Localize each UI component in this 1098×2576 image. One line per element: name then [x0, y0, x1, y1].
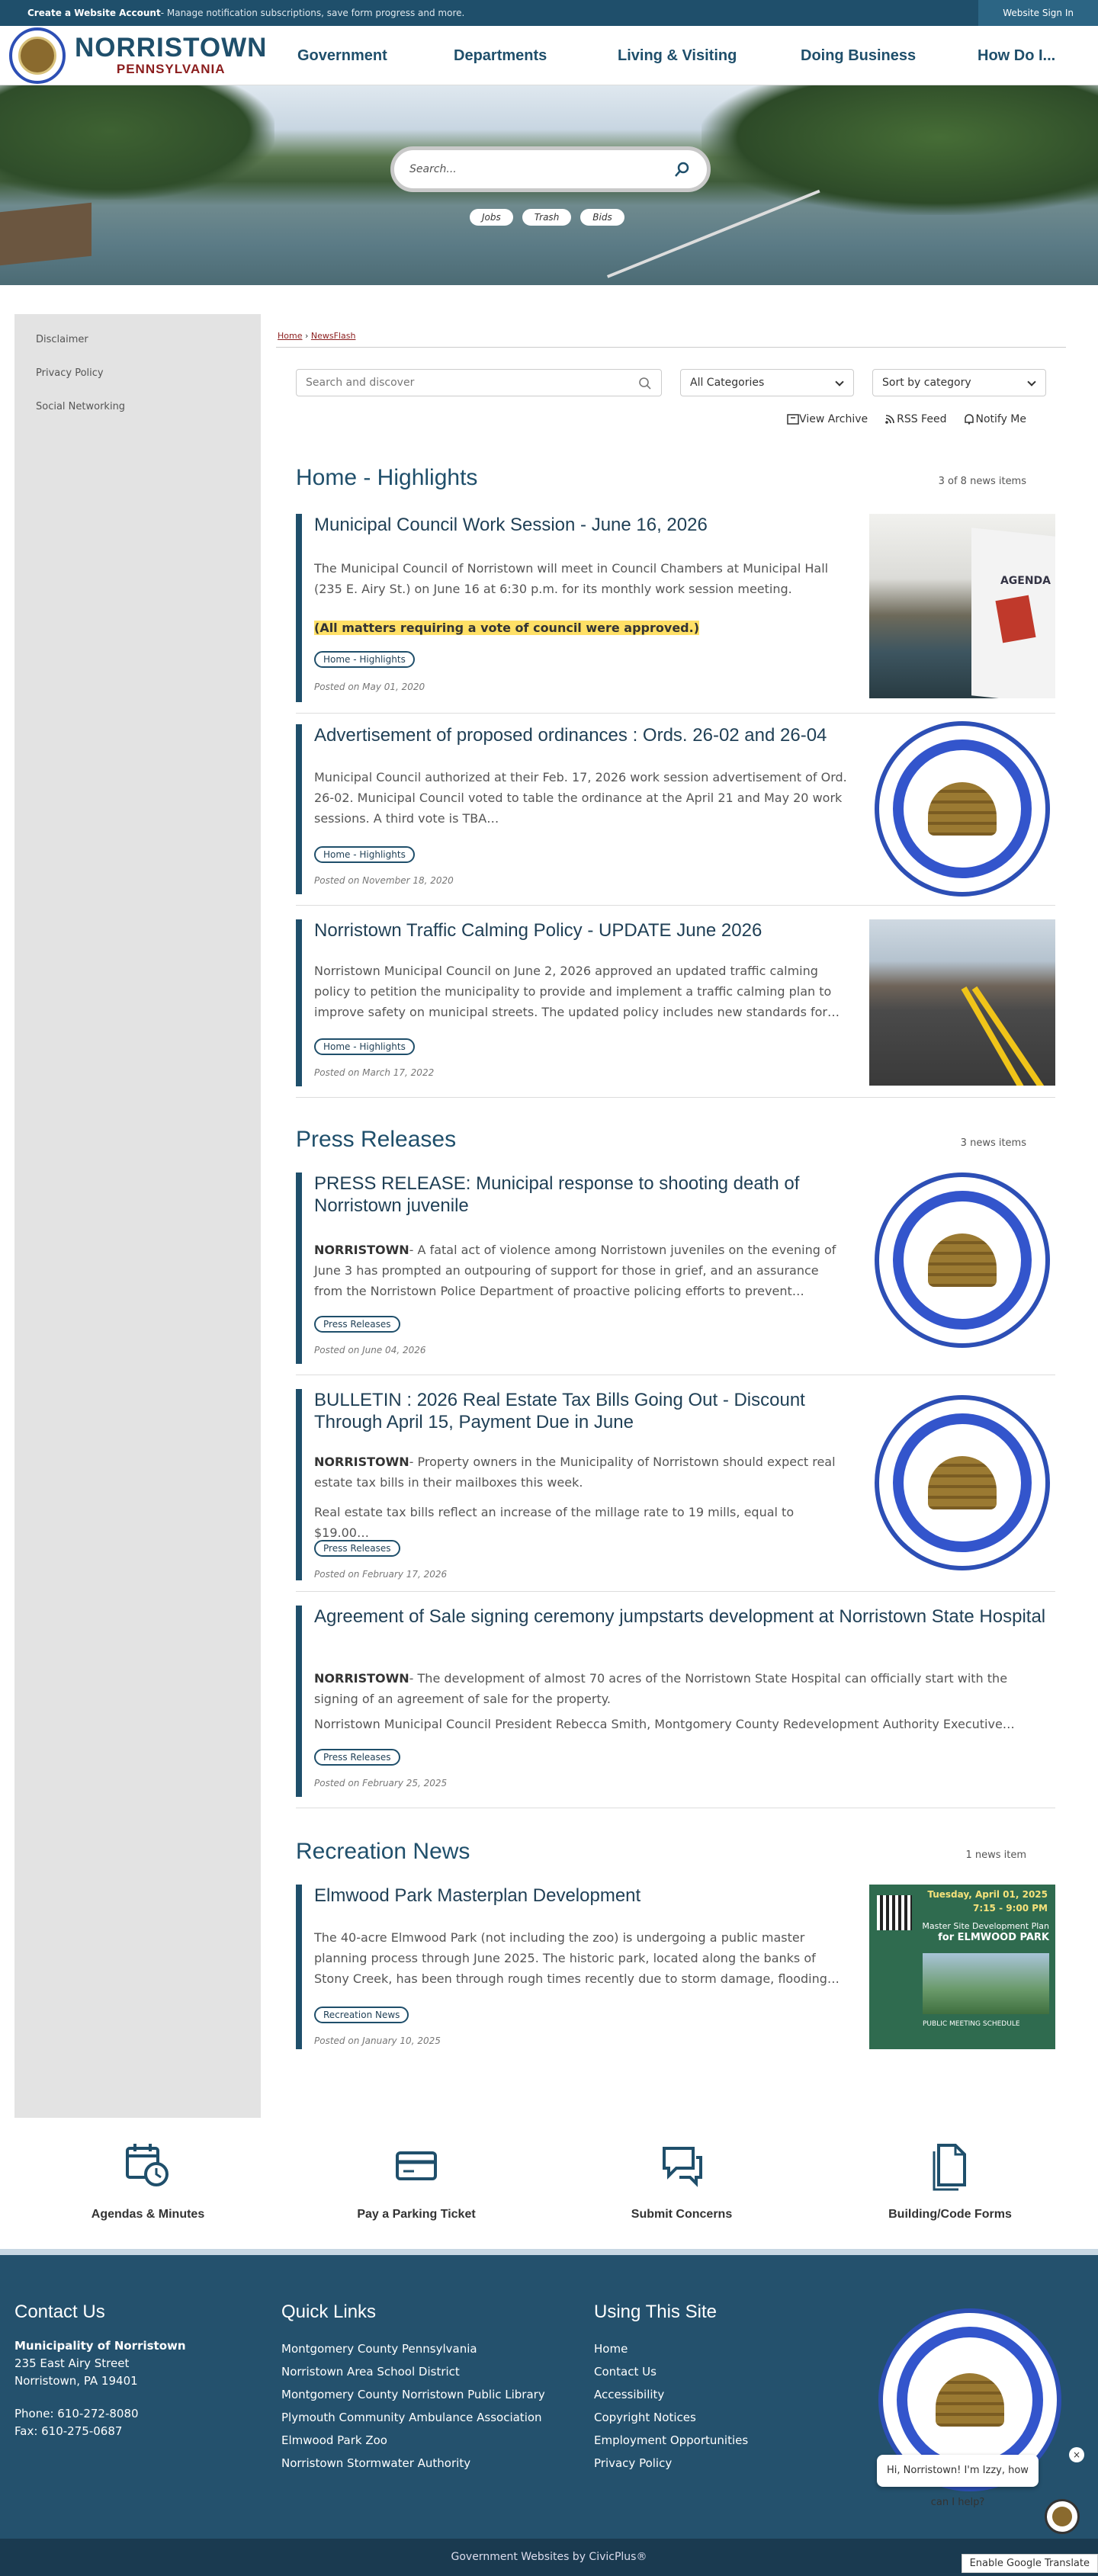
agenda-photo-label: AGENDA: [1000, 575, 1051, 587]
chevron-down-icon: [835, 377, 843, 386]
news-item-accent: [296, 919, 302, 1086]
section-count-press: 3 news items: [960, 1137, 1026, 1149]
quicklink-forms-label: Building/Code Forms: [888, 2208, 1012, 2221]
news-item-category-tag[interactable]: Home - Highlights: [314, 1038, 415, 1055]
rss-icon: [884, 414, 897, 425]
section-count-recreation: 1 news item: [965, 1849, 1026, 1861]
quicklink-parking-label: Pay a Parking Ticket: [357, 2208, 476, 2221]
news-item-summary-2: Real estate tax bills reflect an increase of the millage rate to 19 mills, equal to $19.00…: [314, 1505, 795, 1540]
popular-search-jobs[interactable]: Jobs: [470, 209, 513, 226]
news-item-summary: The Municipal Council of Norristown will meet in Council Chambers at Municipal Hall (235 E. Airy St.) on June 16 at 6:30 p.m. for its monthly work session meeting.: [314, 561, 829, 596]
news-tools: [770, 413, 1026, 425]
news-search-input[interactable]: [296, 369, 662, 396]
news-item-summary: The 40-acre Elmwood Park (not including the zoo) is undergoing a public master planning process through June 2025. The historic park, located along the banks of Stony Creek, has been through rough times recently due to storm damage, flooding…: [314, 1930, 840, 1986]
close-icon[interactable]: ×: [1069, 2447, 1084, 2462]
credit-card-icon: [390, 2139, 443, 2193]
flyer-park-photo: [923, 1953, 1049, 2014]
popular-search-trash[interactable]: Trash: [522, 209, 572, 226]
news-item-category-tag[interactable]: Home - Highlights: [314, 846, 415, 863]
news-item-accent: [296, 1389, 302, 1580]
news-item-accent: [296, 724, 302, 894]
news-item-title[interactable]: Municipal Council Work Session - June 16, 2026: [314, 515, 708, 535]
qr-code-icon: [877, 1895, 912, 1930]
sidebar-item-social-networking[interactable]: Social Networking: [36, 401, 126, 412]
archive-icon: [787, 414, 799, 425]
news-item-accent: [296, 1606, 302, 1797]
news-item-summary: Municipal Council authorized at their Feb. 17, 2026 work session advertisement of Ord. 26-02. Municipal Council voted to table the ordinance at the April 21 and May 20 work sessions. A third vote is TBA…: [314, 770, 847, 826]
footer-using-site: [594, 2301, 748, 2475]
news-item: [296, 1389, 1055, 1592]
news-item-category-tag[interactable]: Press Releases: [314, 1316, 400, 1333]
document-icon: [923, 2139, 977, 2193]
news-item-date: Posted on November 18, 2020: [314, 875, 454, 886]
account-banner: [0, 0, 1098, 26]
municipal-seal-image[interactable]: [875, 1173, 1050, 1348]
chat-bubble[interactable]: Hi, Norristown! I'm Izzy, how can I help?: [877, 2455, 1039, 2487]
footer-link[interactable]: Employment Opportunities: [594, 2433, 749, 2447]
flyer-line2: for ELMWOOD PARK: [938, 1932, 1049, 1943]
logo-title: NORRISTOWN: [75, 32, 268, 63]
hero-banner: [0, 85, 1098, 285]
news-item: [296, 514, 1055, 714]
footer-link[interactable]: Montgomery County Norristown Public Library: [281, 2388, 545, 2401]
site-logo[interactable]: [9, 27, 267, 84]
hero-dock: [0, 203, 92, 266]
news-item-summary-2: Norristown Municipal Council President Rebecca Smith, Montgomery County Redevelopment Authority Executive…: [314, 1717, 1015, 1731]
news-item: [296, 919, 1055, 1098]
nav-how-do-i[interactable]: How Do I...: [978, 47, 1056, 64]
news-item: [296, 1885, 1055, 2060]
footer-org-name: Municipality of Norristown: [14, 2339, 186, 2353]
nav-living-visiting[interactable]: Living & Visiting: [618, 47, 737, 64]
breadcrumb-current[interactable]: NewsFlash: [310, 331, 356, 341]
sidebar-item-privacy-policy[interactable]: Privacy Policy: [36, 367, 104, 379]
sign-in-button[interactable]: Website Sign In: [978, 0, 1098, 26]
footer-phone[interactable]: Phone: 610-272-8080: [14, 2407, 139, 2420]
news-item-accent: [296, 514, 302, 702]
news-item-title[interactable]: Advertisement of proposed ordinances : Ords. 26-02 and 26-04: [314, 725, 827, 746]
view-archive-link[interactable]: [787, 413, 868, 425]
dateline: NORRISTOWN: [314, 1455, 409, 1469]
quicklink-forms[interactable]: [836, 2139, 1064, 2222]
news-item-date: Posted on February 25, 2025: [314, 1778, 448, 1788]
view-archive-label: View Archive: [799, 413, 868, 425]
account-banner-text: - Manage notification subscriptions, save form progress and more.: [160, 8, 465, 18]
site-search[interactable]: [390, 146, 711, 192]
section-title-recreation: Recreation News: [296, 1839, 470, 1864]
news-item-date: Posted on June 04, 2026: [314, 1345, 426, 1355]
news-item-summary-text: - Property owners in the Municipality of Norristown should expect real estate tax bills in their mailboxes this week.: [314, 1455, 836, 1490]
footer-fax: Fax: 610-275-0687: [14, 2424, 123, 2438]
footer-link[interactable]: Copyright Notices: [594, 2411, 696, 2424]
footer-link[interactable]: Contact Us: [594, 2365, 657, 2379]
breadcrumb-divider: [276, 347, 1066, 348]
category-select-value: All Categories: [690, 377, 765, 389]
council-chambers-photo[interactable]: [869, 514, 1055, 698]
footer-using-site-title: Using This Site: [594, 2302, 717, 2322]
news-item-summary: [314, 1240, 848, 1301]
calendar-clock-icon: [121, 2139, 175, 2193]
news-item-category-tag[interactable]: Press Releases: [314, 1749, 400, 1766]
footer-city: Norristown, PA 19401: [14, 2374, 138, 2388]
news-item: [296, 1606, 1055, 1808]
rss-feed-link[interactable]: [884, 413, 946, 425]
news-item-category-tag[interactable]: Recreation News: [314, 2007, 409, 2023]
main-content: [276, 314, 1074, 2046]
google-translate-button[interactable]: Enable Google Translate: [962, 2554, 1098, 2573]
street-photo[interactable]: [869, 919, 1055, 1086]
dateline: NORRISTOWN: [314, 1671, 409, 1686]
footer-link[interactable]: Plymouth Community Ambulance Association: [281, 2411, 542, 2424]
section-title-highlights: Home - Highlights: [296, 465, 478, 490]
news-item-category-tag[interactable]: Press Releases: [314, 1540, 400, 1557]
footer-quick-links-title: Quick Links: [281, 2302, 377, 2322]
news-item-title[interactable]: Agreement of Sale signing ceremony jumpstarts development at Norristown State Hospital: [314, 1606, 1046, 1627]
quicklink-agendas-label: Agendas & Minutes: [91, 2208, 205, 2221]
news-item-date: Posted on February 17, 2026: [314, 1569, 448, 1580]
municipal-seal-image[interactable]: [875, 721, 1050, 897]
flyer-line3: PUBLIC MEETING SCHEDULE: [923, 2020, 1020, 2028]
news-item-summary: [314, 1452, 848, 1493]
chat-bubbles-icon: [655, 2139, 708, 2193]
news-item-date: Posted on March 17, 2022: [314, 1067, 435, 1078]
hero-trees-right: [702, 85, 1098, 215]
news-item-title[interactable]: Elmwood Park Masterplan Development: [314, 1885, 641, 1906]
elmwood-park-flyer[interactable]: [869, 1885, 1055, 2049]
news-item: [296, 1173, 1055, 1375]
footer-link[interactable]: Privacy Policy: [594, 2456, 673, 2470]
flyer-time: 7:15 - 9:00 PM: [973, 1903, 1048, 1914]
quicklink-agendas[interactable]: [34, 2139, 262, 2222]
news-item-title[interactable]: Norristown Traffic Calming Policy - UPDATE June 2026: [314, 920, 762, 941]
news-item-summary-text: - A fatal act of violence among Norristown juveniles on the evening of June 3 has prompted an outpouring of support for those in grief, and an assurance from the Norristown Police Department of proactive policing efforts to prevent…: [314, 1243, 836, 1298]
news-item-summary: Norristown Municipal Council on June 2, 2026 approved an updated traffic calming policy to petition the municipality to provide and implement a traffic calming plan to improve safety on municipal streets. The updated policy includes new standards for…: [314, 964, 840, 1019]
news-item-title[interactable]: BULLETIN : 2026 Real Estate Tax Bills Going Out - Discount Through April 15, Payment Due in June: [314, 1390, 805, 1432]
breadcrumb-home[interactable]: Home: [278, 331, 303, 341]
rss-feed-label: RSS Feed: [897, 413, 947, 425]
municipal-seal-image[interactable]: [875, 1395, 1050, 1570]
footer-quick-links: [281, 2301, 545, 2475]
site-header: [0, 26, 1098, 85]
footer-link[interactable]: Norristown Area School District: [281, 2365, 460, 2379]
news-item: [296, 724, 1055, 906]
news-item-summary: [314, 1668, 1054, 1709]
sort-select-value: Sort by category: [882, 377, 971, 389]
search-icon[interactable]: [673, 160, 692, 178]
news-item-title[interactable]: PRESS RELEASE: Municipal response to shooting death of Norristown juvenile: [314, 1173, 800, 1216]
news-item-date: Posted on May 01, 2020: [314, 682, 425, 692]
news-item-summary-text: - The development of almost 70 acres of the Norristown State Hospital can officially start with the signing of an agreement of sale for the property.: [314, 1671, 1008, 1706]
section-count-highlights: 3 of 8 news items: [938, 476, 1026, 487]
category-select[interactable]: [680, 369, 854, 396]
news-item-accent: [296, 1885, 302, 2049]
hero-trees-left: [0, 85, 274, 200]
news-filters: [296, 369, 1074, 396]
flyer-line1: Master Site Development Plan: [922, 1921, 1049, 1931]
footer-link[interactable]: Accessibility: [594, 2388, 665, 2401]
section-title-press: Press Releases: [296, 1127, 457, 1152]
popular-search-bids[interactable]: Bids: [580, 209, 624, 226]
footer-link[interactable]: Montgomery County Pennsylvania: [281, 2342, 477, 2356]
footer-link[interactable]: Norristown Stormwater Authority: [281, 2456, 471, 2470]
sort-select[interactable]: [872, 369, 1046, 396]
create-account-link[interactable]: Create a Website Account: [27, 8, 161, 18]
footer-contact-title: Contact Us: [14, 2302, 105, 2322]
search-icon[interactable]: [638, 377, 652, 390]
breadcrumb-separator: ›: [302, 331, 311, 341]
footer-link[interactable]: Elmwood Park Zoo: [281, 2433, 387, 2447]
breadcrumb: [278, 331, 1074, 341]
chatbot-avatar-icon[interactable]: [1045, 2499, 1080, 2534]
nav-departments[interactable]: Departments: [454, 47, 547, 64]
quicklink-parking[interactable]: [302, 2139, 531, 2222]
news-item-date: Posted on January 10, 2025: [314, 2035, 441, 2046]
nav-doing-business[interactable]: Doing Business: [801, 47, 917, 64]
footer-link[interactable]: Home: [594, 2342, 628, 2356]
sidebar-item-disclaimer[interactable]: Disclaimer: [36, 334, 88, 345]
flyer-date: Tuesday, April 01, 2025: [927, 1889, 1048, 1900]
news-item-accent: [296, 1173, 302, 1364]
popular-searches: [470, 209, 634, 226]
chevron-down-icon: [1027, 377, 1035, 386]
logo-subtitle: PENNSYLVANIA: [116, 61, 226, 76]
quicklink-concerns[interactable]: [567, 2139, 796, 2222]
quicklink-concerns-label: Submit Concerns: [631, 2208, 733, 2221]
civicplus-credit[interactable]: Government Websites by CivicPlus®: [0, 2539, 1098, 2576]
news-item-category-tag[interactable]: Home - Highlights: [314, 651, 415, 668]
quick-links-strip: [0, 2116, 1098, 2238]
notify-me-link[interactable]: [963, 413, 1026, 425]
footer-contact: [14, 2301, 186, 2440]
news-item-highlight: (All matters requiring a vote of council were approved.): [314, 621, 700, 635]
nav-government[interactable]: Government: [297, 47, 387, 64]
site-search-input[interactable]: Search...: [409, 163, 457, 175]
notify-me-label: Notify Me: [975, 413, 1026, 425]
news-search-placeholder: Search and discover: [306, 377, 415, 389]
footer-street: 235 East Airy Street: [14, 2356, 130, 2370]
logo-seal-icon: [9, 27, 66, 84]
bell-icon: [963, 414, 975, 425]
dateline: NORRISTOWN: [314, 1243, 409, 1257]
sidebar: [14, 314, 261, 2118]
